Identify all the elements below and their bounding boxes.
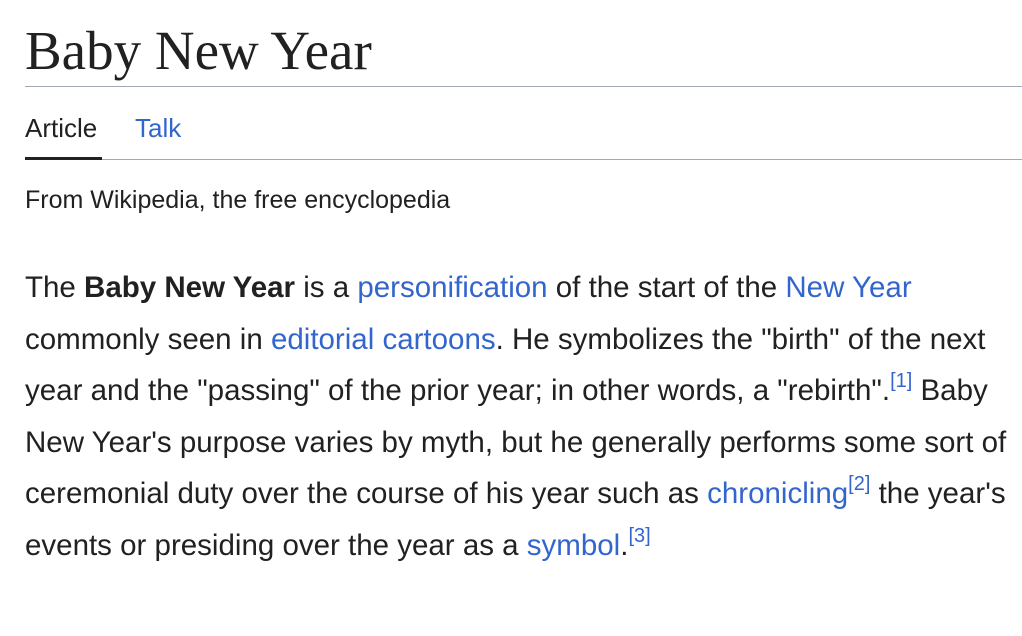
subject-bold-term: Baby New Year [84,271,296,304]
namespace-tabs [25,87,1022,160]
tab-article[interactable]: Article [25,113,98,143]
paragraph-text: commonly seen in [25,322,271,356]
tab-talk[interactable]: Talk [135,113,182,143]
reference-3[interactable]: [3] [628,524,651,547]
article-page [25,0,1022,571]
link-editorial-cartoons[interactable]: editorial cartoons [270,322,496,356]
paragraph-text: is a [295,271,358,304]
site-tagline: From Wikipedia, the free encyclopedia [25,186,451,214]
reference-1[interactable]: [1] [890,370,913,392]
paragraph-text: the year's events or presiding over the year as a [25,477,1006,562]
page-title: Baby New Year [25,20,372,81]
link-personification[interactable]: personification [357,271,548,304]
lead-paragraph [25,215,1015,571]
link-new-year[interactable]: New Year [785,271,912,304]
reference-2[interactable]: [2] [848,473,871,495]
tab-article-active-indicator [25,157,102,160]
link-symbol[interactable]: symbol [526,528,621,562]
paragraph-text: of the start of the [547,271,786,304]
paragraph-text: Baby New Year's purpose varies by myth, but he generally performs some sort of ceremonial duty over the course of his year such as [25,374,1007,510]
paragraph-text: . He symbolizes the "birth" of the next year and the "passing" of the prior year; in other words, a "rebirth". [25,322,986,407]
paragraph-text: The [25,271,85,304]
link-chronicling[interactable]: chronicling [707,477,849,510]
paragraph-text: . [620,528,629,562]
